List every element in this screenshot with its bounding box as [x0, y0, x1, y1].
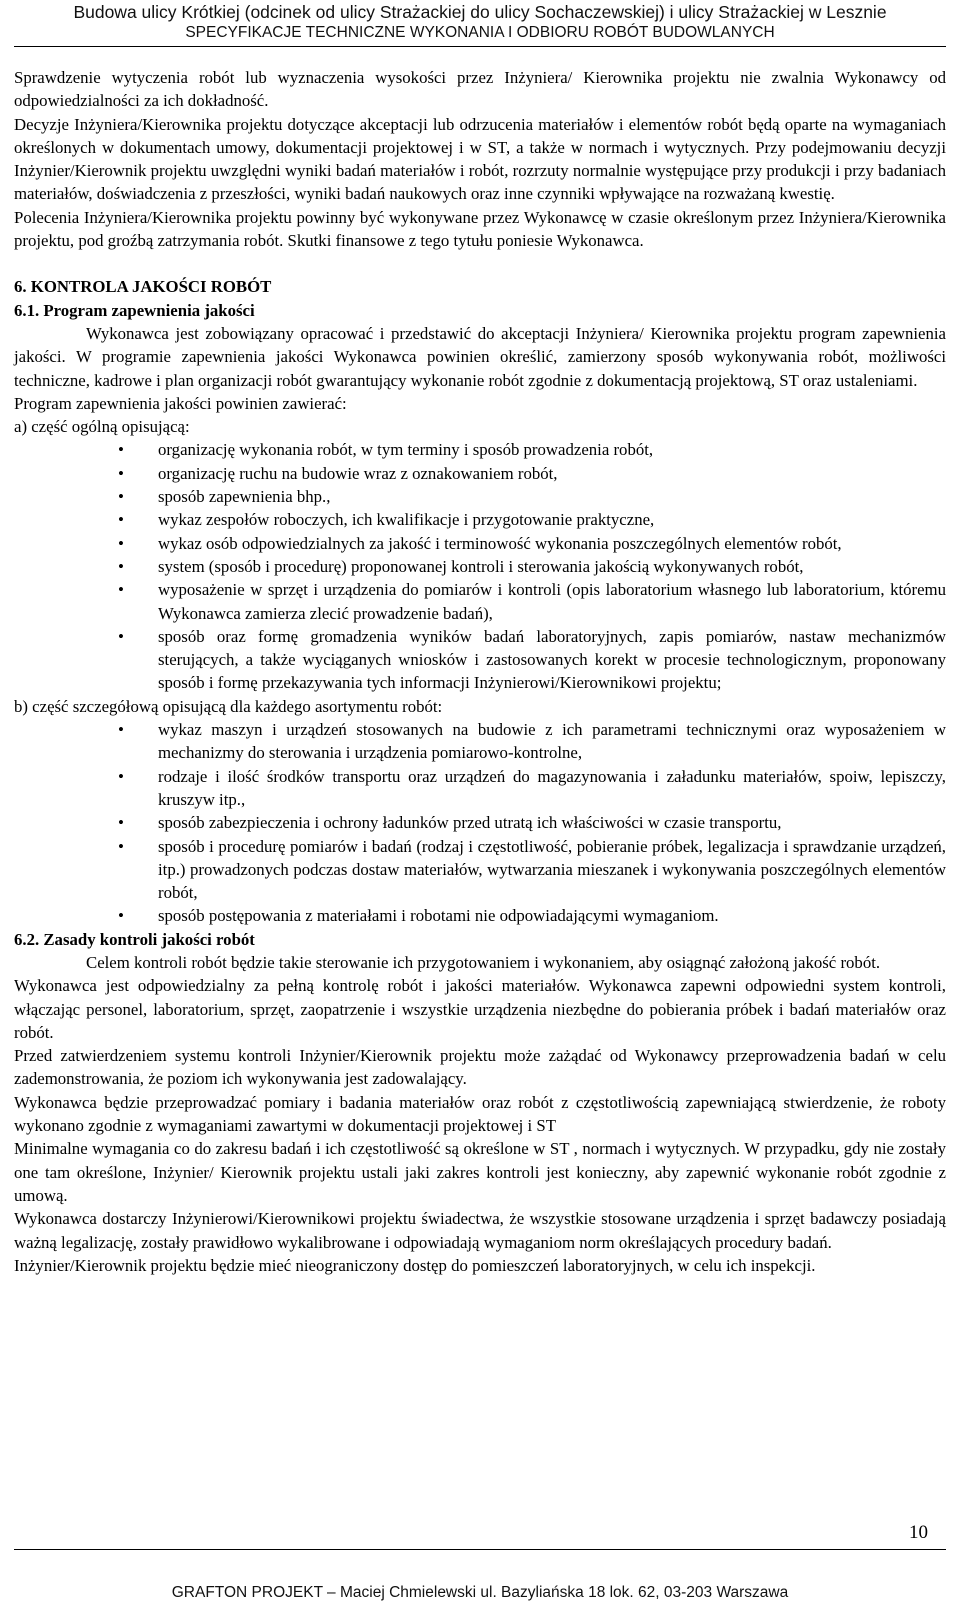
section-6-1-paragraph: Wykonawca jest zobowiązany opracować i przedstawić do akceptacji Inżyniera/ Kierownika projektu program zapewnienia jakości. W programie zapewnienia jakości Wykonawca powinien określić, zamierzony sposób wykonywania robót, możliwości techniczne, kadrowe i plan organizacji robót gwarantujący wykonanie robót zgodnie z dokumentacją projektową, ST oraz ustaleniami.	[14, 323, 946, 390]
section-6-2-paragraph: Przed zatwierdzeniem systemu kontroli Inżynier/Kierownik projektu może zażądać od Wykonawcy przeprowadzenia badań w celu zademonstrowania, że poziom ich wykonywania jest zadowalający.	[14, 1046, 946, 1089]
spacer	[14, 252, 946, 275]
section-6-2-paragraph: Wykonawca będzie przeprowadzać pomiary i badania materiałów oraz robót z częstotliwością zapewniającą stwierdzenie, że roboty wykonano zgodnie z wymaganiami zawartymi w dokumentacji projektowej i ST	[14, 1092, 946, 1136]
list-item: • rodzaje i ilość środków transportu oraz urządzeń do magazynowania i załadunku materiałów, spoiw, lepiszczy, kruszyw itp.,	[14, 765, 946, 812]
list-a	[14, 438, 946, 694]
document-body	[14, 66, 946, 1277]
list-item: • wykaz zespołów roboczych, ich kwalifikacje i przygotowanie praktyczne,	[14, 508, 946, 531]
section-6-2-paragraph: Inżynier/Kierownik projektu będzie mieć nieograniczony dostęp do pomieszczeń laboratoryjnych, w celu ich inspekcji.	[14, 1255, 816, 1275]
list-item: • system (sposób i procedurę) proponowanej kontroli i sterowania jakością wykonywanych robót,	[14, 555, 946, 578]
list-item: • sposób zabezpieczenia i ochrony ładunków przed utratą ich właściwości w czasie transportu,	[14, 811, 946, 834]
list-item: • sposób i procedurę pomiarów i badań (rodzaj i częstotliwość, pobieranie próbek, legalizacja i sprawdzanie urządzeń, itp.) prowadzonych podczas dostaw materiałów, wytwarzania mieszanek i wykonywania poszczególnych elementów robót,	[14, 835, 946, 905]
list-item: • wyposażenie w sprzęt i urządzenia do pomiarów i kontroli (opis laboratorium własnego lub laboratorium, któremu Wykonawca zamierza zlecić prowadzenie badań),	[14, 578, 946, 625]
section-6-2-heading: 6.2. Zasady kontroli jakości robót	[14, 929, 255, 949]
list-item: • wykaz osób odpowiedzialnych za jakość i terminowość wykonania poszczególnych elementów robót,	[14, 532, 946, 555]
intro-paragraph: Sprawdzenie wytyczenia robót lub wyznaczenia wysokości przez Inżyniera/ Kierownika projektu nie zwalnia Wykonawcy od odpowiedzialności za ich dokładność.	[14, 68, 946, 111]
list-item: • sposób postępowania z materiałami i robotami nie odpowiadającymi wymaganiom.	[14, 904, 946, 927]
section-6-1-heading: 6.1. Program zapewnienia jakości	[14, 300, 255, 320]
list-b	[14, 718, 946, 928]
header-project-title: Budowa ulicy Krótkiej (odcinek od ulicy Strażackiej do ulicy Sochaczewskiej) i ulicy Strażackiej w Lesznie	[73, 2, 887, 22]
intro-paragraph: Polecenia Inżyniera/Kierownika projektu powinny być wykonywane przez Wykonawcę w czasie określonym przez Inżyniera/Kierownika projektu, pod groźbą zatrzymania robót. Skutki finansowe z tego tytułu poniesie Wykonawca.	[14, 207, 946, 251]
list-b-label: b) część szczegółową opisującą dla każdego asortymentu robót:	[14, 696, 443, 716]
header-spec-title: SPECYFIKACJE TECHNICZNE WYKONANIA I ODBIORU ROBÓT BUDOWLANYCH	[185, 24, 775, 41]
list-item: • sposób oraz formę gromadzenia wyników badań laboratoryjnych, zapis pomiarów, nastaw mechanizmów sterujących, a także wyciąganych wniosków i zastosowanych korekt w procesie technologicznym, proponowany sposób i formę przekazywania tych informacji Inżynierowi/Kierownikowi projektu;	[14, 625, 946, 695]
list-item: • organizację ruchu na budowie wraz z oznakowaniem robót,	[14, 462, 946, 485]
section-6-2-paragraph: Wykonawca dostarczy Inżynierowi/Kierownikowi projektu świadectwa, że wszystkie stosowane urządzenia i sprzęt badawczy posiadają ważną legalizację, zostały prawidłowo wykalibrowane i odpowiadają wymaganiom norm określających procedury badań.	[14, 1209, 946, 1252]
footer-divider	[14, 1549, 946, 1550]
section-6-heading: 6. KONTROLA JAKOŚCI ROBÓT	[14, 277, 272, 297]
section-6-2-paragraph: Wykonawca jest odpowiedzialny za pełną kontrolę robót i jakości materiałów. Wykonawca zapewni odpowiedni system kontroli, włączając personel, laboratorium, sprzęt, zaopatrzenie i wszystkie urządzenia niezbędne do pobierania próbek i badań materiałów oraz robót.	[14, 976, 946, 1042]
list-item: • organizację wykonania robót, w tym terminy i sposób prowadzenia robót,	[14, 438, 946, 461]
header-divider	[14, 46, 946, 47]
list-a-label: a) część ogólną opisującą:	[14, 417, 190, 437]
section-6-2-paragraph: Celem kontroli robót będzie takie sterowanie ich przygotowaniem i wykonaniem, aby osiągnąć założoną jakość robót.	[86, 952, 881, 972]
section-6-2-paragraph: Minimalne wymagania co do zakresu badań i ich częstotliwość są określone w ST , normach i wytycznych. W przypadku, gdy nie zostały one tam określone, Inżynier/ Kierownik projektu ustali jaki zakres kontroli jest konieczny, aby zapewnić wykonanie robót zgodnie z umową.	[14, 1139, 946, 1205]
list-item: • sposób zapewnienia bhp.,	[14, 485, 946, 508]
list-item: • wykaz maszyn i urządzeń stosowanych na budowie z ich parametrami technicznymi oraz wyposażeniem w mechanizmy do sterowania i urządzenia pomiarowo-kontrolne,	[14, 718, 946, 765]
page-number: 10	[909, 1522, 928, 1543]
page-footer: GRAFTON PROJEKT – Maciej Chmielewski ul. Bazyliańska 18 lok. 62, 03-203 Warszawa	[171, 1584, 789, 1601]
section-6-1-paragraph: Program zapewnienia jakości powinien zawierać:	[14, 393, 347, 413]
intro-paragraph: Decyzje Inżyniera/Kierownika projektu dotyczące akceptacji lub odrzucenia materiałów i elementów robót będą oparte na wymaganiach określonych w dokumentach umowy, dokumentacji projektowej i w ST, a także w normach i wytycznych. Przy podejmowaniu decyzji Inżynier/Kierownik projektu uwzględni wyniki badań materiałów i robót, rozrzuty normalnie występujące przy produkcji i przy badaniach materiałów, doświadczenia z przeszłości, wyniki badań naukowych oraz inne czynniki wpływające na rozważaną kwestię.	[14, 114, 946, 204]
